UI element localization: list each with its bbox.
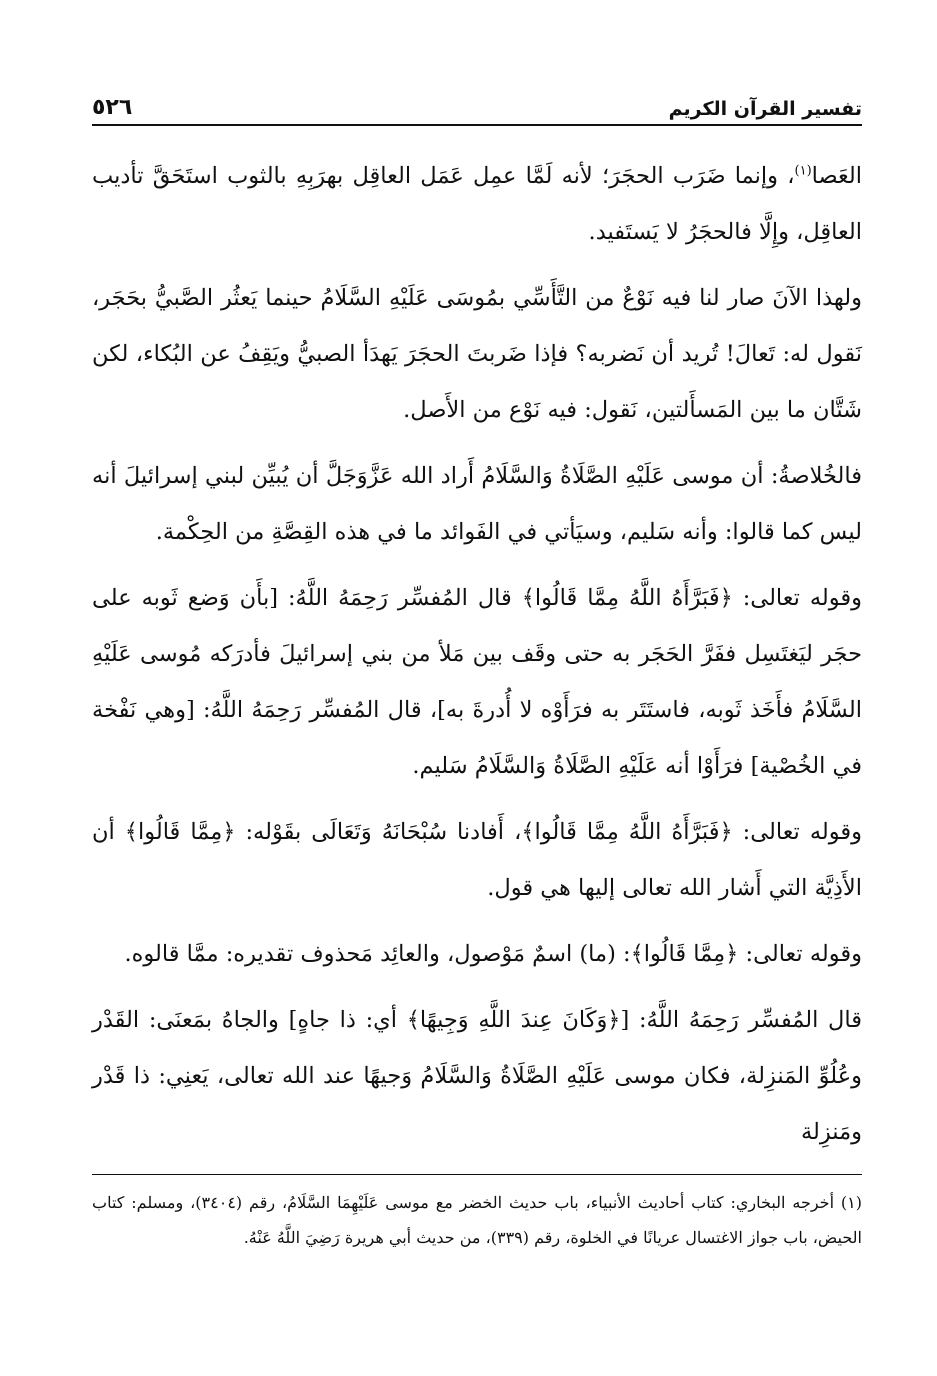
body-text — [92, 148, 862, 1160]
book-page — [92, 84, 862, 1255]
footnote: (١) أخرجه البخاري: كتاب أحاديث الأنبياء، باب حديث الخضر مع موسى عَلَيْهِمَا السَّلَامُ، رقم (٣٤٠٤)، ومسلم: كتاب الحيض، باب جواز الاغتسال عريانًا في الخلوة، رقم (٣٣٩)، من حديث أبي هريرة رَضِيَ اللَّهُ عَنْهُ. — [92, 1193, 863, 1247]
paragraph: ولهذا الآنَ صار لنا فيه نَوْعٌ من التَّأَسِّي بمُوسَى عَلَيْهِ السَّلَامُ حينما يَعثُر الصَّبيُّ بحَجَر، نَقول له: تَعالَ! تُريد أن نَضربه؟ فإذا ضَربتَ الحجَرَ يَهدَأ الصبيُّ ويَقِفُ عن البُكاء، لكن شَتَّان ما بين المَسأَلتين، نَقول: فيه نَوْع من الأَصل. — [92, 285, 862, 423]
paragraph-text: العَصا — [811, 163, 862, 189]
running-header — [92, 84, 862, 126]
paragraph: وقوله تعالى: ﴿فَبَرَّأَهُ اللَّهُ مِمَّا قَالُوا﴾ قال المُفسِّر رَحِمَهُ اللَّهُ: [بأَن وَضع ثَوبه على حجَر ليَغتَسِل ففَرَّ الحَجَر به حتى وقَف بين مَلأ من بني إسرائيلَ فأدرَكه مُوسى عَلَيْهِ السَّلَامُ فأَخَذ ثَوبه، فاستَتَر به فرَأَوْه لا أُدرةَ به]، قال المُفسِّر رَحِمَهُ اللَّهُ: [وهي نَفْخة في الخُصْية] فرَأَوْا أنه عَلَيْهِ الصَّلَاةُ وَالسَّلَامُ سَليم. — [92, 585, 862, 779]
paragraph: وقوله تعالى: ﴿فَبَرَّأَهُ اللَّهُ مِمَّا قَالُوا﴾، أَفادنا سُبْحَانَهُ وَتَعَالَى بقَوْله: ﴿مِمَّا قَالُوا﴾ أن الأَذِيَّة التي أَشار الله تعالى إليها هي قول. — [92, 819, 862, 901]
footnote-divider — [92, 1174, 862, 1175]
book-title: تفسير القرآن الكريم — [668, 98, 862, 120]
footnote-reference: (١) — [794, 163, 812, 179]
paragraph: قال المُفسِّر رَحِمَهُ اللَّهُ: [﴿وَكَانَ عِندَ اللَّهِ وَجِيهًا﴾ أي: ذا جاهٍ] والجاهُ بمَعنَى: القَدْر وعُلُوِّ المَنزِلة، فكان موسى عَلَيْهِ الصَّلَاةُ وَالسَّلَامُ وَجيهًا عند الله تعالى، يَعنِي: ذا قَدْر ومَنزِلة — [92, 1007, 862, 1145]
page-number: ٥٢٦ — [92, 95, 133, 120]
paragraph: فالخُلاصةُ: أن موسى عَلَيْهِ الصَّلَاةُ وَالسَّلَامُ أَراد الله عَزَّوَجَلَّ أن يُبيِّن لبني إسرائيلَ أنه ليس كما قالوا: وأنه سَليم، وسيَأتي في الفَوائد ما في هذه القِصَّةِ من الحِكْمة. — [92, 463, 862, 545]
paragraph-text: ، وإنما ضَرَب الحجَرَ؛ لأنه لَمَّا عمِل عَمَل العاقِل بهرَبِهِ بالثوب استَحَقَّ تأديب العاقِل، وإِلَّا فالحجَرُ لا يَستَفيد. — [92, 163, 862, 245]
footnotes — [92, 1185, 862, 1255]
paragraph — [92, 148, 862, 260]
paragraph: وقوله تعالى: ﴿مِمَّا قَالُوا﴾: (ما) اسمٌ مَوْصول، والعائِد مَحذوف تقديره: ممَّا قالوه. — [124, 941, 862, 967]
